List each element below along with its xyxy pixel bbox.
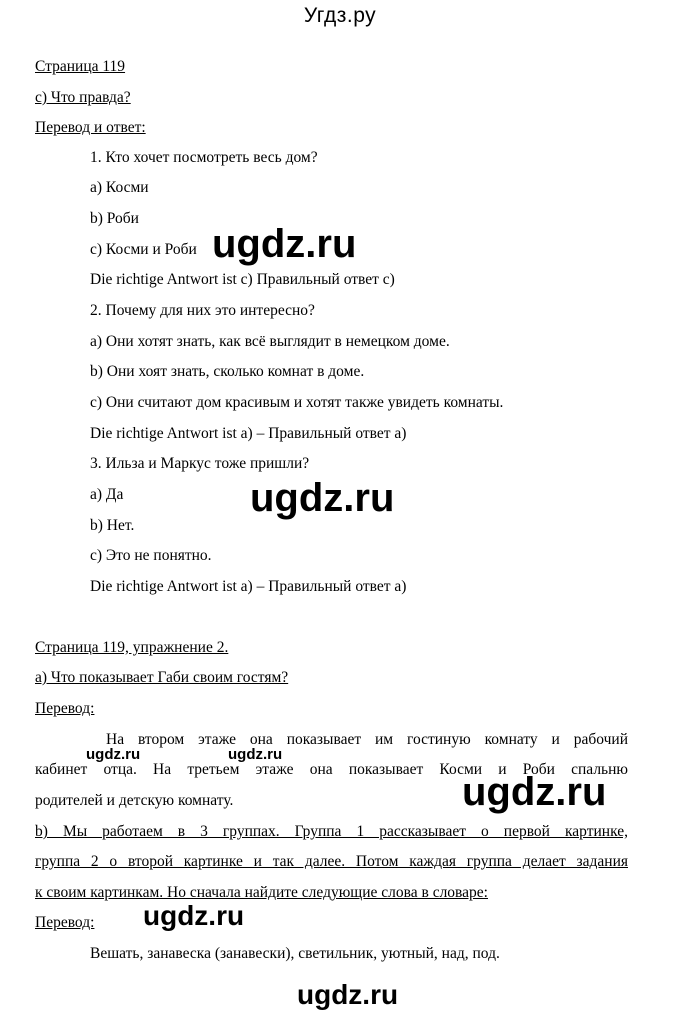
question-1: 1. Кто хочет посмотреть весь дом? [90, 149, 318, 166]
watermark: ugdz.ru [462, 770, 607, 814]
question-3-option-b: b) Нет. [90, 517, 135, 534]
task-b-line-3: к своим картинкам. Но сначала найдите следующие слова в словаре: [35, 884, 488, 901]
watermark-small: ugdz.ru [86, 746, 141, 763]
watermark: ugdz.ru [297, 979, 399, 1010]
task-label: c) Что правда? [35, 89, 131, 106]
question-2: 2. Почему для них это интересно? [90, 302, 315, 319]
paragraph-line-1: На втором этаже она показывает им гостиную комнату и рабочий [106, 731, 628, 748]
question-1-option-b: b) Роби [90, 210, 139, 227]
watermark: ugdz.ru [250, 476, 395, 520]
translation-label: Перевод и ответ: [35, 119, 146, 136]
watermark: ugdz.ru [143, 900, 245, 931]
watermark-small: ugdz.ru [228, 746, 283, 763]
question-2-answer: Die richtige Antwort ist a) – Правильный ответ a) [90, 425, 407, 442]
question-1-option-c: c) Косми и Роби [90, 241, 197, 258]
task-b-line-2: группа 2 о второй картинке и так далее. Потом каждая группа делает задания [35, 853, 628, 870]
translation-label-2: Перевод: [35, 700, 95, 717]
question-1-option-a: a) Косми [90, 179, 149, 196]
task-b-line-1: b) Мы работаем в 3 группах. Группа 1 рассказывает о первой картинке, [35, 823, 628, 840]
question-3: 3. Ильза и Маркус тоже пришли? [90, 455, 310, 472]
paragraph-line-2: кабинет отца. На третьем этаже она показывает Косми и Роби спальню [35, 761, 628, 778]
site-title: Угдз.ру [303, 4, 377, 27]
paragraph-line-3: родителей и детскую комнату. [35, 792, 234, 809]
question-3-answer: Die richtige Antwort ist a) – Правильный ответ a) [90, 578, 407, 595]
page-label-2: Страница 119, упражнение 2. [35, 639, 229, 656]
translation-label-3: Перевод: [35, 914, 95, 931]
question-2-option-c: c) Они считают дом красивым и хотят также увидеть комнаты. [90, 394, 504, 411]
watermark: ugdz.ru [212, 222, 357, 266]
question-2-option-b: b) Они хоят знать, сколько комнат в доме. [90, 363, 365, 380]
question-3-option-c: c) Это не понятно. [90, 547, 212, 564]
question-2-option-a: a) Они хотят знать, как всё выглядит в немецком доме. [90, 333, 450, 350]
page-label: Страница 119 [35, 58, 126, 75]
question-3-option-a: a) Да [90, 486, 124, 503]
words-line: Вешать, занавеска (занавески), светильник, уютный, над, под. [90, 945, 500, 962]
question-1-answer: Die richtige Antwort ist c) Правильный ответ c) [90, 271, 395, 288]
task-a-label: a) Что показывает Габи своим гостям? [35, 669, 289, 686]
